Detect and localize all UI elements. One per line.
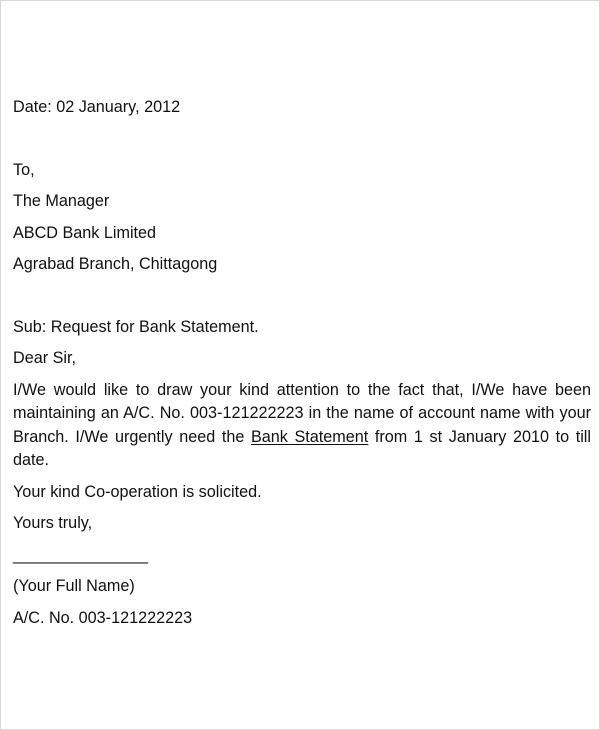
- letter-salutation: Dear Sir,: [13, 349, 76, 367]
- signature-line: _______________: [13, 545, 149, 564]
- letter-subject: Sub: Request for Bank Statement.: [13, 317, 259, 336]
- branch-name: Agrabad Branch, Chittagong: [13, 255, 218, 273]
- cooperation-line: Your kind Co-operation is solicited.: [13, 482, 262, 501]
- bank-name: ABCD Bank Limited: [13, 223, 157, 242]
- letter-to: To,: [13, 160, 35, 179]
- bank-statement-link[interactable]: Bank Statement: [250, 427, 369, 446]
- letter-date: Date: 02 January, 2012: [13, 98, 181, 116]
- letter-body-text-start: I/We would like to draw your kind attention to the fact that, I/We have been maintaining an A/C. No. 003-121222223 in the name of account name with your Branch. I/We urgently need the: [13, 380, 591, 446]
- closing-line: Yours truly,: [13, 514, 93, 532]
- account-number-line: A/C. No. 003-121222223: [13, 608, 193, 627]
- full-name-placeholder: (Your Full Name): [13, 577, 135, 595]
- letter-body-text-end: from 1 st January 2010 to till date.: [13, 427, 591, 469]
- recipient-title: The Manager: [13, 192, 110, 210]
- letter-content: [13, 96, 591, 630]
- letter-body-paragraph: [13, 379, 591, 473]
